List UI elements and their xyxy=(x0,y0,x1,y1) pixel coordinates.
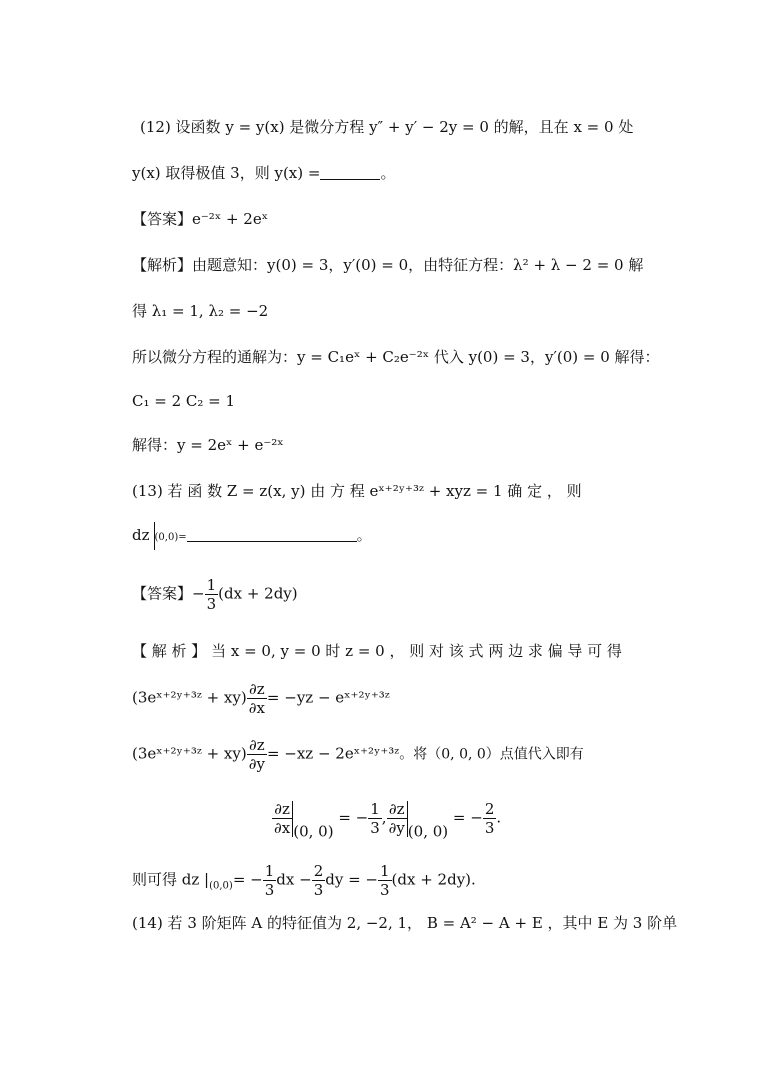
pd-left: (3eˣ⁺²ʸ⁺³ᶻ + xy) xyxy=(132,688,247,707)
fraction-denominator: 3 xyxy=(206,595,217,613)
fraction-numerator: ∂z xyxy=(247,680,267,699)
value-fraction xyxy=(368,800,382,837)
fraction-numerator: ∂z xyxy=(387,800,407,819)
eval-point: (0, 0) xyxy=(407,822,449,841)
q13-statement-line2 xyxy=(132,522,372,550)
q14-statement-line1: (14) 若 3 阶矩阵 A 的特征值为 2, −2, 1， B = A² − A + E ，其中 E 为 3 阶单 xyxy=(132,914,678,932)
q13-final xyxy=(132,862,476,899)
fraction-numerator: ∂z xyxy=(272,800,292,819)
fraction-denominator: 3 xyxy=(264,881,275,899)
q13-partial-x xyxy=(132,680,390,717)
fraction-numerator: 1 xyxy=(379,862,390,880)
dz-label: dz xyxy=(132,526,150,544)
q12-statement-line1: (12) 设函数 y = y(x) 是微分方程 y″ + y′ − 2y = 0 的解，且在 x = 0 处 xyxy=(140,118,634,136)
q12-answer xyxy=(132,208,268,230)
final-prefix: 则可得 dz | xyxy=(132,870,210,889)
final-mid: dy = − xyxy=(325,870,378,889)
fraction-denominator: 3 xyxy=(484,819,495,837)
equals-sign: = − xyxy=(232,870,263,889)
value-fraction xyxy=(483,800,497,837)
answer-blank xyxy=(320,179,380,180)
pd-right: = −yz − eˣ⁺²ʸ⁺³ᶻ xyxy=(266,688,390,707)
fraction-numerator: 2 xyxy=(484,800,495,818)
fraction xyxy=(312,862,326,899)
analysis-label: 【解析】 xyxy=(132,256,193,274)
fraction-denominator: 3 xyxy=(379,881,390,899)
answer-label: 【答案】 xyxy=(132,584,193,603)
fraction-denominator: 3 xyxy=(313,881,324,899)
q12-analysis-line4: C₁ = 2 C₂ = 1 xyxy=(132,392,236,410)
fraction-numerator: 1 xyxy=(370,800,380,818)
q13-result xyxy=(272,800,501,843)
equals-sign: = xyxy=(178,532,187,543)
q12-analysis-line2: 得 λ₁ = 1, λ₂ = −2 xyxy=(132,302,269,320)
pd-fraction xyxy=(247,680,267,717)
fraction-numerator: 1 xyxy=(264,862,275,880)
period: 。 xyxy=(356,526,372,544)
eval-point: (0, 0) xyxy=(293,822,334,841)
analysis-text: 当 x = 0, y = 0 时 z = 0 ， 则 对 该 式 两 边 求 偏 导 可 得 xyxy=(211,642,622,660)
comma: , xyxy=(381,808,387,827)
pd-right: = −xz − 2eˣ⁺²ʸ⁺³ᶻ xyxy=(266,744,400,763)
final-end: (dx + 2dy). xyxy=(391,870,476,889)
answer-value: e⁻²ˣ + 2eˣ xyxy=(192,210,269,228)
q12-analysis-line5: 解得：y = 2eˣ + e⁻²ˣ xyxy=(132,436,284,454)
final-mid: dx − xyxy=(276,870,312,889)
q12-question-text: y(x) 取得极值 3，则 y(x) = xyxy=(132,164,321,182)
pd-fraction xyxy=(247,736,267,773)
dzdy-fraction xyxy=(387,800,407,837)
equals-sign: = − xyxy=(338,808,369,827)
answer-sign: − xyxy=(192,584,205,603)
q13-answer xyxy=(132,576,298,613)
fraction-denominator: ∂y xyxy=(248,755,265,773)
period: 。 xyxy=(380,164,396,182)
dzdx-fraction xyxy=(272,800,292,837)
pd-left: (3eˣ⁺²ʸ⁺³ᶻ + xy) xyxy=(132,744,247,763)
fraction-denominator: ∂x xyxy=(274,819,291,837)
equals-sign: = − xyxy=(452,808,483,827)
period: . xyxy=(496,808,502,827)
q12-analysis-line3: 所以微分方程的通解为：y = C₁eˣ + C₂e⁻²ˣ 代入 y(0) = 3，y′(0) = 0 解得： xyxy=(132,348,660,366)
fraction-numerator: 1 xyxy=(206,576,217,594)
fraction-denominator: 3 xyxy=(370,819,380,837)
answer-suffix: (dx + 2dy) xyxy=(218,584,298,603)
analysis-text: 由题意知：y(0) = 3，y′(0) = 0，由特征方程：λ² + λ − 2 = 0 解 xyxy=(192,256,644,274)
q13-analysis-line1 xyxy=(132,640,622,662)
eval-point: (0,0) xyxy=(209,880,233,892)
answer-label: 【答案】 xyxy=(132,210,193,228)
pd-note: 。将（0, 0, 0）点值代入即有 xyxy=(399,746,584,763)
q13-partial-y xyxy=(132,736,584,773)
q12-statement-line2 xyxy=(132,162,395,184)
fraction-denominator: ∂y xyxy=(388,819,405,837)
q13-statement-line1: (13) 若 函 数 Z = z(x, y) 由 方 程 eˣ⁺²ʸ⁺³ᶻ + xyz = 1 确 定 ， 则 xyxy=(132,482,582,500)
answer-blank xyxy=(187,541,357,542)
answer-fraction xyxy=(205,576,219,613)
fraction-denominator: ∂x xyxy=(248,699,265,717)
eval-point: (0,0) xyxy=(154,532,179,543)
fraction-numerator: 2 xyxy=(313,862,324,880)
fraction-numerator: ∂z xyxy=(247,736,267,755)
analysis-label: 【 解 析 】 xyxy=(132,642,207,660)
fraction xyxy=(263,862,277,899)
q12-analysis-line1 xyxy=(132,254,643,276)
fraction xyxy=(378,862,392,899)
